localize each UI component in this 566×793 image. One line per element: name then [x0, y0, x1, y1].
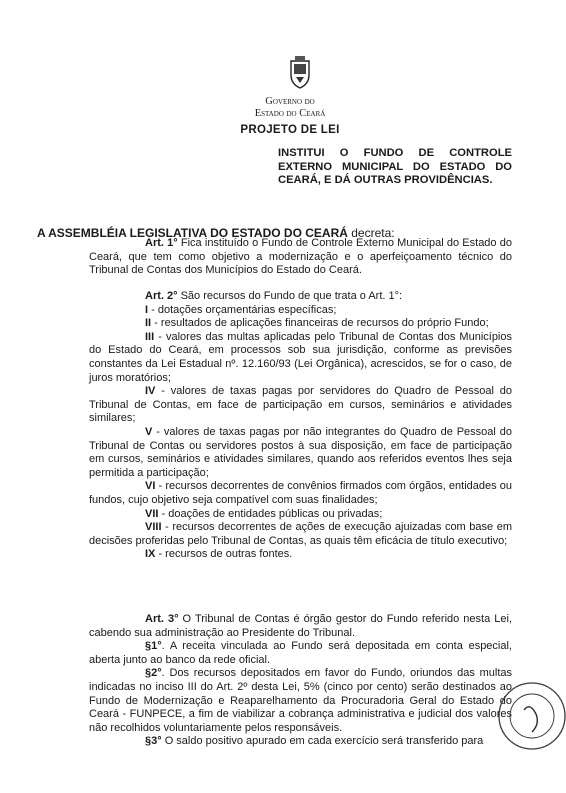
item-IX: IX - recursos de outras fontes. — [145, 548, 293, 561]
article-1 — [89, 237, 512, 278]
coat-of-arms-icon — [287, 55, 313, 89]
item-V: V - valores de taxas pagas por não integrantes do Quadro de Pessoal do Tribunal de Contas ou servidores postos à sua disposição, em face de participação em cursos, seminários e atividades similares, quando aos referidos eventos lhes seja permitida a participação; — [89, 425, 512, 479]
article-1-text: Fica instituído o Fundo de Controle Externo Municipal do Estado do Ceará, que tem como objetivo a modernização e o aperfeiçoamento técnico do Tribunal de Contas dos Municípios do Estado do Ceará. — [89, 237, 512, 277]
enactment-rest: decreta: — [347, 226, 395, 240]
article-2 — [89, 290, 512, 562]
item-IV: IV - valores de taxas pagas por servidores do Quadro de Pessoal do Tribunal de Contas, em face de participação em cursos, seminários e atividades similares; — [89, 385, 512, 425]
article-1-label: Art. 1° — [145, 237, 178, 249]
item-VIII: VIII - recursos decorrentes de ações de execução ajuizadas com base em decisões proferidas pelo Tribunal de Contas, as quais têm eficácia de título executivo; — [89, 521, 512, 547]
item-VII: VII - doações de entidades públicas ou privadas; — [145, 507, 383, 520]
article-3-label: Art. 3° — [145, 613, 179, 625]
state-name: Estado do Ceará — [254, 108, 326, 119]
article-3-text: O Tribunal de Contas é órgão gestor do Fundo referido nesta Lei, cabendo sua administração ao Presidente do Tribunal. — [89, 613, 512, 639]
item-VI: VI - recursos decorrentes de convênios firmados com órgãos, entidades ou fundos, cujo objetivo seja compatível com suas finalidades; — [89, 480, 512, 506]
item-I: I - dotações orçamentárias específicas; — [145, 303, 337, 316]
article-2-text: São recursos do Fundo de que trata o Art. 1°: — [177, 290, 403, 302]
article-2-label: Art. 2° — [145, 290, 178, 302]
article-3 — [89, 613, 512, 749]
enactment-bold: A ASSEMBLÉIA LEGISLATIVA DO ESTADO DO CEARÁ — [37, 226, 348, 240]
paragraph-3: §3° O saldo positivo apurado em cada exercício será transferido para — [145, 735, 484, 748]
paragraph-1: §1°. A receita vinculada ao Fundo será depositada em conta especial, aberta junto ao banco da rede oficial. — [89, 640, 512, 666]
paragraph-2: §2°. Dos recursos depositados em favor do Fundo, oriundos das multas indicadas no inciso III do Art. 2º desta Lei, 5% (cinco por cento) serão destinados ao Fundo de Modernização e Reaparelhamento da Procuradoria Geral do Estado do Ceará - FUNPECE, a fim de viabilizar a cobrança administrativa e judicial dos valores não recolhidos voluntariamente pelos responsáveis. — [89, 667, 512, 734]
ementa: INSTITUI O FUNDO DE CONTROLE EXTERNO MUNICIPAL DO ESTADO DO CEARÁ, E DÁ OUTRAS PROVIDÊNCIAS. — [278, 147, 512, 186]
government-name: Governo do — [265, 96, 315, 107]
document-title: PROJETO DE LEI — [240, 124, 340, 136]
procuradoria-stamp — [496, 680, 566, 752]
item-III: III - valores das multas aplicadas pelo Tribunal de Contas dos Municípios do Estado do Ceará, em processos sob sua jurisdição, conforme as previsões constantes da Lei Estadual nº. 12.160/93 (Lei Orgânica), acrescidos, se for o caso, de juros moratórios; — [89, 330, 512, 384]
item-II: II - resultados de aplicações financeiras de recursos do próprio Fundo; — [145, 317, 489, 330]
